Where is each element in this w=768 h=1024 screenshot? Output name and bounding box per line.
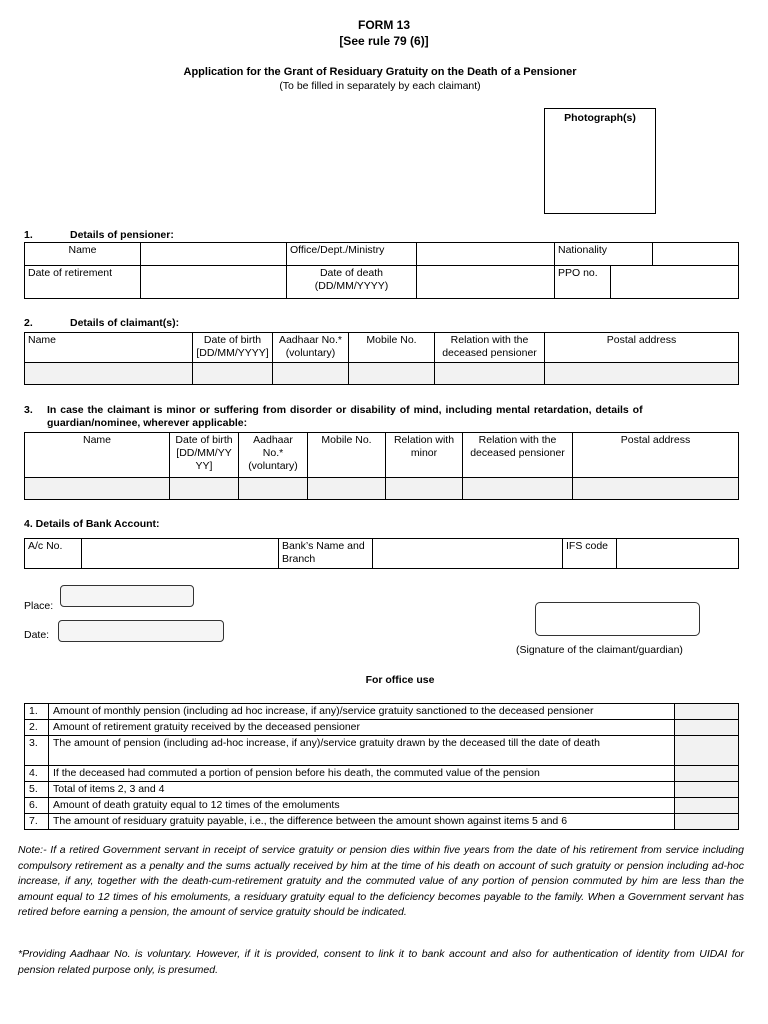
claimant-address-cell[interactable]	[545, 363, 739, 385]
guardian-aadhaar-cell[interactable]	[239, 478, 308, 500]
office-row-text: The amount of residuary gratuity payable, i.e., the difference between the amount shown against items 5 and 6	[49, 814, 675, 830]
table-row	[25, 736, 739, 766]
office-row-text: The amount of pension (including ad-hoc increase, if any)/service gratuity drawn by the deceased till the date of death	[49, 736, 675, 766]
claimant-aadhaar-cell[interactable]	[273, 363, 349, 385]
claimant-relation-cell[interactable]	[435, 363, 545, 385]
date-retirement-cell[interactable]	[141, 266, 287, 299]
claimant-col-dob: Date of birth [DD/MM/YYYY]	[193, 333, 273, 363]
table-row	[25, 766, 739, 782]
claimant-col-relation: Relation with the deceased pensioner	[435, 333, 545, 363]
section3-number: 3.	[24, 404, 33, 416]
photograph-box[interactable]	[544, 108, 656, 214]
pensioner-name-cell[interactable]	[141, 243, 287, 266]
guardian-table	[24, 432, 739, 500]
guardian-relation-deceased-cell[interactable]	[463, 478, 573, 500]
place-input[interactable]	[60, 585, 194, 607]
guardian-col-address: Postal address	[573, 433, 739, 478]
office-row-value[interactable]	[675, 798, 739, 814]
office-use-heading: For office use	[365, 674, 435, 686]
form-subtitle: (To be filled in separately by each claimant)	[279, 80, 481, 92]
bank-name-label: Bank’s Name and Branch	[279, 539, 373, 569]
guardian-col-relation-minor: Relation with minor	[386, 433, 463, 478]
signature-box[interactable]	[535, 602, 700, 636]
ifs-label: IFS code	[563, 539, 617, 569]
pensioner-table	[24, 242, 739, 299]
date-death-label: Date of death (DD/MM/YYYY)	[287, 266, 417, 299]
table-row	[25, 782, 739, 798]
office-row-number: 1.	[25, 704, 49, 720]
nationality-label: Nationality	[555, 243, 653, 266]
office-row-text: Amount of death gratuity equal to 12 times of the emoluments	[49, 798, 675, 814]
claimant-table	[24, 332, 739, 385]
claimant-mobile-cell[interactable]	[349, 363, 435, 385]
pensioner-name-label: Name	[25, 243, 141, 266]
guardian-col-aadhaar: Aadhaar No.* (voluntary)	[239, 433, 308, 478]
guardian-address-cell[interactable]	[573, 478, 739, 500]
ac-no-cell[interactable]	[82, 539, 279, 569]
bank-name-cell[interactable]	[373, 539, 563, 569]
claimant-dob-cell[interactable]	[193, 363, 273, 385]
table-row	[25, 798, 739, 814]
section3-heading-line1: In case the claimant is minor or suffering from disorder or disability of mind, including mental retardation, details of	[47, 404, 643, 416]
section1-number: 1.	[24, 229, 33, 241]
section3-heading-line2: guardian/nominee, wherever applicable:	[47, 417, 248, 429]
office-row-number: 6.	[25, 798, 49, 814]
guardian-name-cell[interactable]	[25, 478, 170, 500]
office-row-value[interactable]	[675, 736, 739, 766]
office-row-number: 2.	[25, 720, 49, 736]
ppo-label: PPO no.	[555, 266, 611, 299]
office-row-number: 7.	[25, 814, 49, 830]
ppo-cell[interactable]	[611, 266, 739, 299]
office-row-value[interactable]	[675, 766, 739, 782]
office-row-text: If the deceased had commuted a portion of pension before his death, the commuted value of the pension	[49, 766, 675, 782]
office-row-value[interactable]	[675, 704, 739, 720]
guardian-mobile-cell[interactable]	[308, 478, 386, 500]
claimant-col-name: Name	[25, 333, 193, 363]
ifs-cell[interactable]	[617, 539, 739, 569]
date-retirement-label: Date of retirement	[25, 266, 141, 299]
office-row-text: Amount of retirement gratuity received by the deceased pensioner	[49, 720, 675, 736]
date-death-cell[interactable]	[417, 266, 555, 299]
ac-no-label: A/c No.	[25, 539, 82, 569]
office-label: Office/Dept./Ministry	[287, 243, 417, 266]
photograph-label: Photograph(s)	[564, 112, 636, 124]
claimant-col-aadhaar: Aadhaar No.* (voluntary)	[273, 333, 349, 363]
office-row-value[interactable]	[675, 782, 739, 798]
section2-heading: Details of claimant(s):	[70, 317, 180, 329]
claimant-col-address: Postal address	[545, 333, 739, 363]
office-row-number: 4.	[25, 766, 49, 782]
note-paragraph: Note:- If a retired Government servant in receipt of service gratuity or pension dies within five years from the date of his retirement from service including compulsory retirement as a penalty and the sums actually received by him at the time of his death on account of such gratuity or pension including ad-hoc increase, if any, together with the death-cum-retirement gratuity and the commuted value of any portion of pension commuted by him are less than the amount equal to 12 times of his emoluments, a residuary gratuity equal to the deficiency becomes payable to the family. When a Government servant has retired before earning a pension, the amount of service gratuity should be indicated.	[18, 844, 744, 918]
table-row	[25, 720, 739, 736]
aadhaar-note: *Providing Aadhaar No. is voluntary. However, if it is provided, consent to link it to bank account and also for authentication of identity from UIDAI for pension related purpose only, is presumed.	[18, 948, 744, 976]
guardian-col-mobile: Mobile No.	[308, 433, 386, 478]
claimant-col-mobile: Mobile No.	[349, 333, 435, 363]
guardian-col-dob: Date of birth [DD/MM/YY YY]	[170, 433, 239, 478]
rule-reference: [See rule 79 (6)]	[339, 34, 429, 48]
nationality-cell[interactable]	[653, 243, 739, 266]
claimant-name-cell[interactable]	[25, 363, 193, 385]
office-row-text: Amount of monthly pension (including ad hoc increase, if any)/service gratuity sanctioned to the deceased pensioner	[49, 704, 675, 720]
office-cell[interactable]	[417, 243, 555, 266]
office-row-value[interactable]	[675, 720, 739, 736]
office-row-text: Total of items 2, 3 and 4	[49, 782, 675, 798]
date-label: Date:	[24, 629, 50, 641]
form-number: FORM 13	[357, 18, 410, 32]
place-label: Place:	[24, 600, 54, 612]
office-row-number: 3.	[25, 736, 49, 766]
table-row	[25, 814, 739, 830]
section2-number: 2.	[24, 317, 33, 329]
guardian-relation-minor-cell[interactable]	[386, 478, 463, 500]
office-row-number: 5.	[25, 782, 49, 798]
section1-heading: Details of pensioner:	[70, 229, 174, 241]
guardian-col-name: Name	[25, 433, 170, 478]
form-title: Application for the Grant of Residuary Gratuity on the Death of a Pensioner	[183, 66, 577, 78]
section4-heading: 4. Details of Bank Account:	[24, 518, 160, 530]
guardian-col-relation-deceased: Relation with the deceased pensioner	[463, 433, 573, 478]
bank-table	[24, 538, 739, 569]
guardian-dob-cell[interactable]	[170, 478, 239, 500]
office-row-value[interactable]	[675, 814, 739, 830]
office-use-table	[24, 703, 739, 830]
signature-caption: (Signature of the claimant/guardian)	[516, 644, 683, 656]
table-row	[25, 704, 739, 720]
date-input[interactable]	[58, 620, 224, 642]
